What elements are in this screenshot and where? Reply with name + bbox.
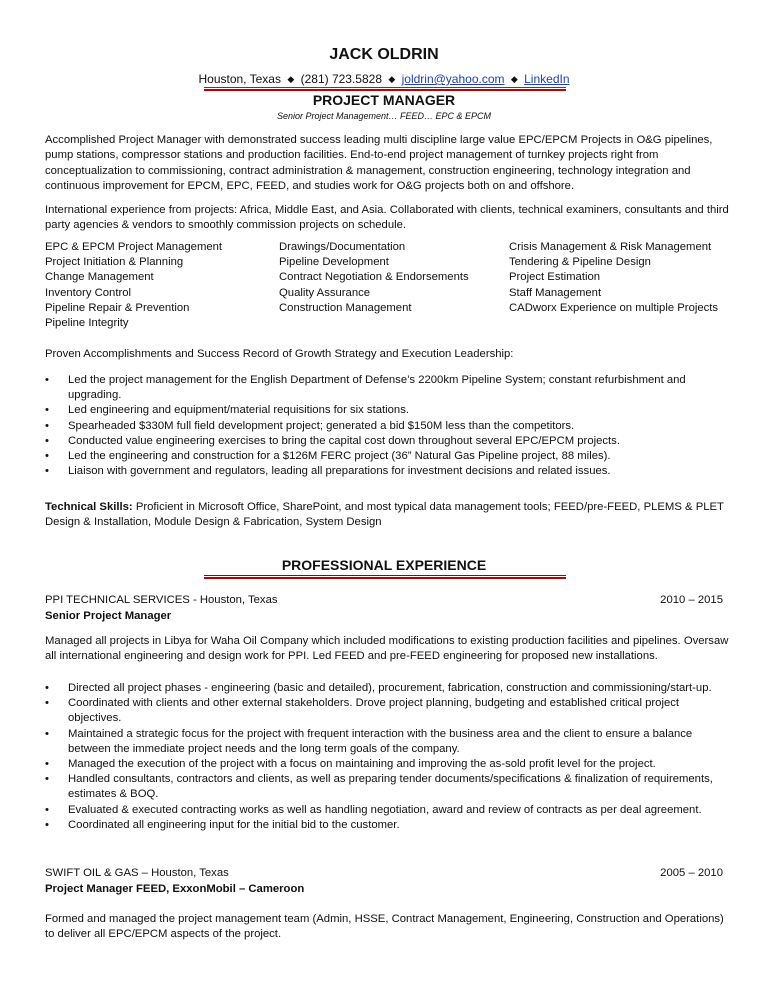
skill-item: Staff Management xyxy=(509,286,602,299)
bullet-icon: • xyxy=(45,465,49,478)
bullet-icon: • xyxy=(45,404,49,417)
bullet-icon: • xyxy=(45,682,49,694)
accomplishments-intro: Proven Accomplishments and Success Record of Growth Strategy and Execution Leadership: xyxy=(45,348,514,360)
list-item: • Coordinated all engineering input for the initial bid to the customer. xyxy=(45,818,730,833)
bullet-icon: • xyxy=(45,434,49,447)
job1-company: PPI TECHNICAL SERVICES - Houston, Texas xyxy=(45,594,278,606)
email-link[interactable]: joldrin@yahoo.com xyxy=(401,72,505,86)
experience-divider-red xyxy=(204,577,566,579)
list-item: • Maintained a strategic focus for the project with frequent interaction with the business area and the client to ensure a balance between the immediate project needs and the long term goals of the company. xyxy=(45,727,693,755)
job-subtitle: Senior Project Management… FEED… EPC & EPCM xyxy=(276,111,492,121)
bullet-icon: • xyxy=(45,773,49,786)
list-item: • Coordinated with clients and other external stakeholders. Drove project planning, budgeting and established critical project objectives. xyxy=(45,697,680,725)
skill-item: Crisis Management & Risk Management xyxy=(509,241,712,253)
bullet-icon: • xyxy=(45,697,49,710)
list-item: • Led the engineering and construction for a $126M FERC project (36” Natural Gas Pipeline project, 88 miles). xyxy=(45,449,730,464)
bullet-icon: • xyxy=(45,374,49,386)
linkedin-link[interactable]: LinkedIn xyxy=(524,72,570,86)
job1-description: Managed all projects in Libya for Waha Oil Company which included modifications to existing production facilities and pipelines. Oversaw all international engineering and design work for PPI. Led FEED and pre-FEED engineering for proposed new installations. xyxy=(45,635,729,663)
skill-item: Contract Negotiation & Endorsements xyxy=(279,271,469,284)
technical-skills xyxy=(45,500,730,531)
job2-years: 2005 – 2010 xyxy=(660,867,723,879)
experience-heading: PROFESSIONAL EXPERIENCE xyxy=(281,557,487,573)
skill-item: Construction Management xyxy=(279,301,412,314)
job1-role: Senior Project Manager xyxy=(45,610,172,622)
list-item: • Spearheaded $330M full field development project; generated a bid $150M less than the competitors. xyxy=(45,419,730,434)
skill-item: Project Initiation & Planning xyxy=(45,256,184,269)
list-item: • Evaluated & executed contracting works as well as handling negotiation, award and review of contracts as per deal agreement. xyxy=(45,803,730,818)
job1-list xyxy=(45,681,730,833)
bullet-icon: • xyxy=(45,758,49,771)
skills-column-1 xyxy=(45,240,222,331)
candidate-name: JACK OLDRIN xyxy=(329,46,439,63)
job2-company: SWIFT OIL & GAS – Houston, Texas xyxy=(45,867,229,879)
bullet-icon: • xyxy=(45,727,49,740)
job-title: PROJECT MANAGER xyxy=(312,92,456,108)
skill-item: Pipeline Repair & Prevention xyxy=(45,301,190,314)
summary-paragraph: Accomplished Project Manager with demonstrated success leading multi discipline large value EPC/EPCM Projects in O&G pipelines, pump stations, compressor stations and production facilities. End-to-end project management of turnkey projects right from conceptualization to commissioning, contract administration & management, construction engineering, technology integration and continuous improvement for EPCM, EPC, FEED, and studies work for O&G projects both on and offshore. xyxy=(45,134,713,192)
international-paragraph: International experience from projects: Africa, Middle East, and Asia. Collaborated with clients, technical examiners, consultants and third party agencies & vendors to smoothly commission projects on schedule. xyxy=(45,204,729,232)
list-item: • Managed the execution of the project with a focus on maintaining and improving the as-sold profit level for the project. xyxy=(45,757,730,772)
skill-item: Quality Assurance xyxy=(279,286,371,299)
contact-line xyxy=(0,72,768,86)
skills-column-2 xyxy=(279,240,469,316)
list-item: • Led the project management for the English Department of Defense’s 2200km Pipeline System; constant refurbishment and upgrading. xyxy=(45,374,686,402)
list-item: • Handled consultants, contractors and clients, as well as preparing tender documents/specifications & finalization of requirements, estimates & BOQ. xyxy=(45,773,713,801)
header-divider xyxy=(204,87,566,88)
job1-years: 2010 – 2015 xyxy=(660,594,723,606)
list-item: • Liaison with government and regulators, leading all preparations for investment decisions and related issues. xyxy=(45,464,730,479)
technical-skills-text: Proficient in Microsoft Office, SharePoint, and most typical data management tools; FEED/pre-FEED, PLEMS & PLET Design & Installation, Module Design & Fabrication, System Design xyxy=(45,501,724,529)
diamond-separator-icon: ◆ xyxy=(388,74,396,84)
bullet-icon: • xyxy=(45,450,49,463)
skill-item: Change Management xyxy=(45,271,154,284)
skill-item: Pipeline Integrity xyxy=(45,317,129,330)
list-item: • Directed all project phases - engineering (basic and detailed), procurement, fabrication, construction and commissioning/start-up. xyxy=(45,681,730,696)
skill-item: Pipeline Development xyxy=(279,256,389,269)
skills-column-3 xyxy=(509,240,718,316)
job1-header xyxy=(45,594,723,606)
job2-header xyxy=(45,867,723,879)
diamond-separator-icon: ◆ xyxy=(510,74,518,84)
job2-description: Formed and managed the project management team (Admin, HSSE, Contract Management, Engineering, Construction and Operations) to deliver all EPC/EPCM aspects of the project. xyxy=(45,913,724,941)
accomplishments-list xyxy=(45,373,730,479)
diamond-separator-icon: ◆ xyxy=(287,74,295,84)
skill-item: EPC & EPCM Project Management xyxy=(45,241,223,253)
skill-item: Drawings/Documentation xyxy=(279,241,406,253)
job2-role: Project Manager FEED, ExxonMobil – Cameroon xyxy=(45,883,305,895)
list-item: • Led engineering and equipment/material requisitions for six stations. xyxy=(45,403,730,418)
bullet-icon: • xyxy=(45,419,49,432)
experience-divider xyxy=(204,575,566,576)
skill-item: Project Estimation xyxy=(509,271,601,284)
phone: (281) 723.5828 xyxy=(300,72,382,86)
technical-skills-label: Technical Skills: xyxy=(45,501,133,513)
list-item: • Conducted value engineering exercises to bring the capital cost down throughout several EPC/EPCM projects. xyxy=(45,434,730,449)
skill-item: Tendering & Pipeline Design xyxy=(509,256,651,269)
location: Houston, Texas xyxy=(198,72,281,86)
skill-item: CADworx Experience on multiple Projects xyxy=(509,301,719,314)
skill-item: Inventory Control xyxy=(45,286,132,299)
header-divider-red xyxy=(204,89,566,91)
bullet-icon: • xyxy=(45,818,49,831)
bullet-icon: • xyxy=(45,803,49,816)
